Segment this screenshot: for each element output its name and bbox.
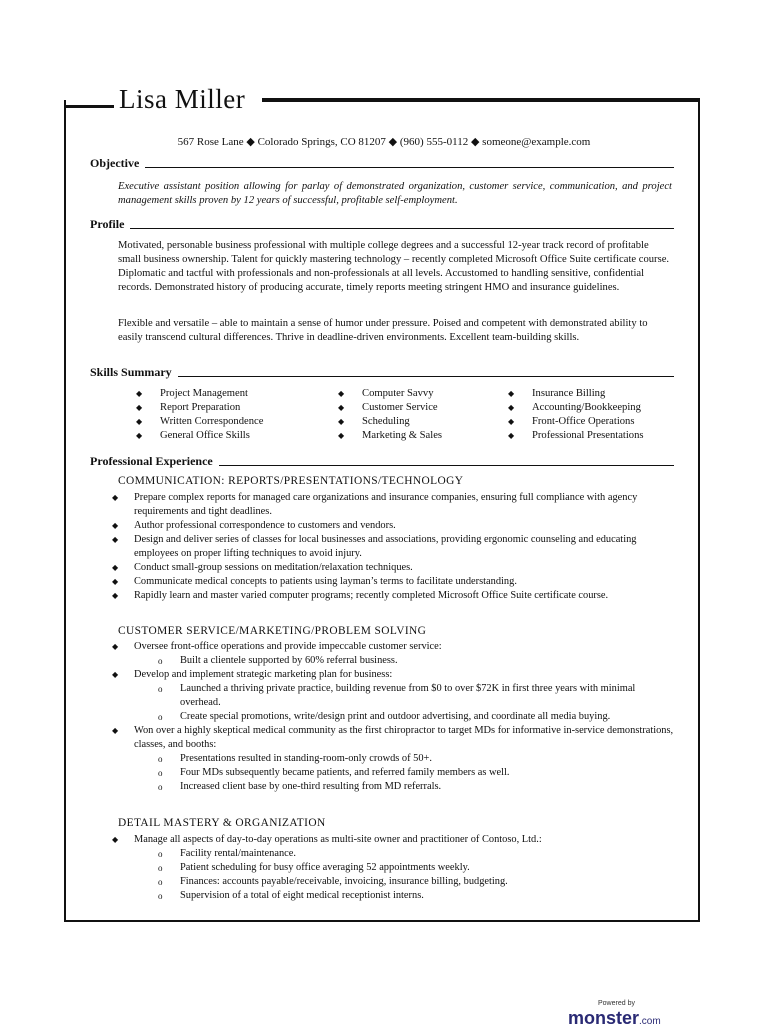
- objective-heading: [90, 156, 674, 171]
- skill-item: ◆ Insurance Billing: [508, 388, 606, 399]
- list-item: ◆ Rapidly learn and master varied computer programs; recently completed Microsoft Office Suite certificate course.: [112, 590, 609, 601]
- skill-item: ◆ Marketing & Sales: [338, 430, 443, 441]
- profile-paragraph-1: Motivated, personable business professional with multiple college degrees and a successful 12-year track record of profitable small business ownership. Talent for quickly mastering technology – recently completed Microsoft Office Suite certificate course. Diplomatic and tactful with professionals and non-professionals at all levels. Accustomed to handling sensitive, confidential records. Demonstrated history of producing accurate, timely reports meeting stringent HMO and insurance guidelines.: [118, 240, 670, 293]
- objective-text: Executive assistant position allowing for parlay of demonstrated organization, customer service, communication, and project management skills proven by 12 years of successful, profitable self-employment.: [118, 181, 672, 206]
- profile-heading-label: Profile: [90, 217, 125, 231]
- subsection-detail-mastery-title: DETAIL MASTERY & ORGANIZATION: [118, 817, 326, 829]
- sub-list-item: o Increased client base by one-third resulting from MD referrals.: [158, 781, 442, 792]
- skill-item: ◆ Scheduling: [338, 416, 410, 427]
- experience-heading: [90, 454, 674, 469]
- list-item: ◆ Prepare complex reports for managed care organizations and insurance companies, ensuring full compliance with agency requirements and tight deadlines.: [112, 492, 638, 517]
- sub-list-item: o Create special promotions, write/design print and outdoor advertising, and coordinate all media buying.: [158, 711, 611, 722]
- candidate-name: Lisa Miller: [119, 84, 246, 114]
- list-item: ◆ Communicate medical concepts to patients using layman’s terms to facilitate understanding.: [112, 576, 517, 587]
- skill-item: ◆ Front-Office Operations: [508, 416, 635, 427]
- skill-item: ◆ Accounting/Bookkeeping: [508, 402, 641, 413]
- sub-list-item: o Finances: accounts payable/receivable, invoicing, insurance billing, budgeting.: [158, 876, 508, 887]
- sub-list-item: o Presentations resulted in standing-room-only crowds of 50+.: [158, 753, 433, 764]
- subsection-customer-service-title: CUSTOMER SERVICE/MARKETING/PROBLEM SOLVING: [118, 625, 427, 637]
- skills-heading: [90, 365, 674, 380]
- detail-mastery-list: [112, 833, 674, 903]
- list-item: ◆ Won over a highly skeptical medical community as the first chiropractor to target MDs for informative in-service demonstrations, classes, and booths:: [112, 725, 674, 750]
- sub-list-item: o Launched a thriving private practice, building revenue from $0 to over $72K in first three years with minimal overhead.: [158, 683, 636, 708]
- contact-line: 567 Rose Lane ◆ Colorado Springs, CO 81207 ◆ (960) 555-0112 ◆ someone@example.com: [177, 136, 591, 148]
- skill-item: ◆ Customer Service: [338, 402, 438, 413]
- skill-item: ◆ Project Management: [136, 388, 248, 399]
- list-item: ◆ Conduct small-group sessions on meditation/relaxation techniques.: [112, 562, 413, 573]
- sub-list-item: o Built a clientele supported by 60% referral business.: [158, 655, 398, 666]
- profile-heading: [90, 217, 674, 232]
- sub-list-item: o Patient scheduling for busy office averaging 52 appointments weekly.: [158, 862, 470, 873]
- profile-paragraph-2: Flexible and versatile – able to maintain a sense of humor under pressure. Poised and competent with demonstrated ability to easily transcend cultural differences. Thrive in deadline-driven environments. Excellent team-building skills.: [118, 318, 648, 343]
- skill-item: ◆ General Office Skills: [136, 430, 250, 441]
- subsection-communication-title: COMMUNICATION: REPORTS/PRESENTATIONS/TECHNOLOGY: [118, 475, 464, 487]
- skills-heading-label: Skills Summary: [90, 365, 172, 379]
- list-item: ◆ Oversee front-office operations and provide impeccable customer service:: [112, 641, 442, 652]
- skills-column-3: [508, 387, 678, 443]
- skills-column-1: [136, 387, 338, 443]
- objective-heading-label: Objective: [90, 156, 140, 170]
- header-rule-right: [262, 98, 700, 102]
- list-item: ◆ Design and deliver series of classes for local businesses and associations, providing ergonomic counseling and educating employees on proper lifting techniques to avoid injury.: [112, 534, 637, 559]
- skill-item: ◆ Report Preparation: [136, 402, 241, 413]
- list-item: ◆ Develop and implement strategic marketing plan for business:: [112, 669, 393, 680]
- skills-grid: [136, 387, 678, 443]
- sub-list-item: o Facility rental/maintenance.: [158, 848, 296, 859]
- skill-item: ◆ Computer Savvy: [338, 388, 434, 399]
- sub-list-item: o Supervision of a total of eight medical receptionist interns.: [158, 890, 424, 901]
- experience-heading-label: Professional Experience: [90, 454, 213, 468]
- communication-list: [112, 491, 674, 603]
- skill-item: ◆ Written Correspondence: [136, 416, 264, 427]
- list-item: ◆ Author professional correspondence to customers and vendors.: [112, 520, 396, 531]
- skill-item: ◆ Professional Presentations: [508, 430, 644, 441]
- skills-column-2: [338, 387, 508, 443]
- list-item: ◆ Manage all aspects of day-to-day operations as multi-site owner and practitioner of Contoso, Ltd.:: [112, 834, 542, 845]
- customer-service-list: [112, 640, 674, 794]
- header-rule-left: [64, 105, 114, 108]
- monster-logo: monster.com: [568, 1008, 661, 1028]
- sub-list-item: o Four MDs subsequently became patients, and referred family members as well.: [158, 767, 510, 778]
- powered-by-label: Powered by: [598, 1000, 635, 1007]
